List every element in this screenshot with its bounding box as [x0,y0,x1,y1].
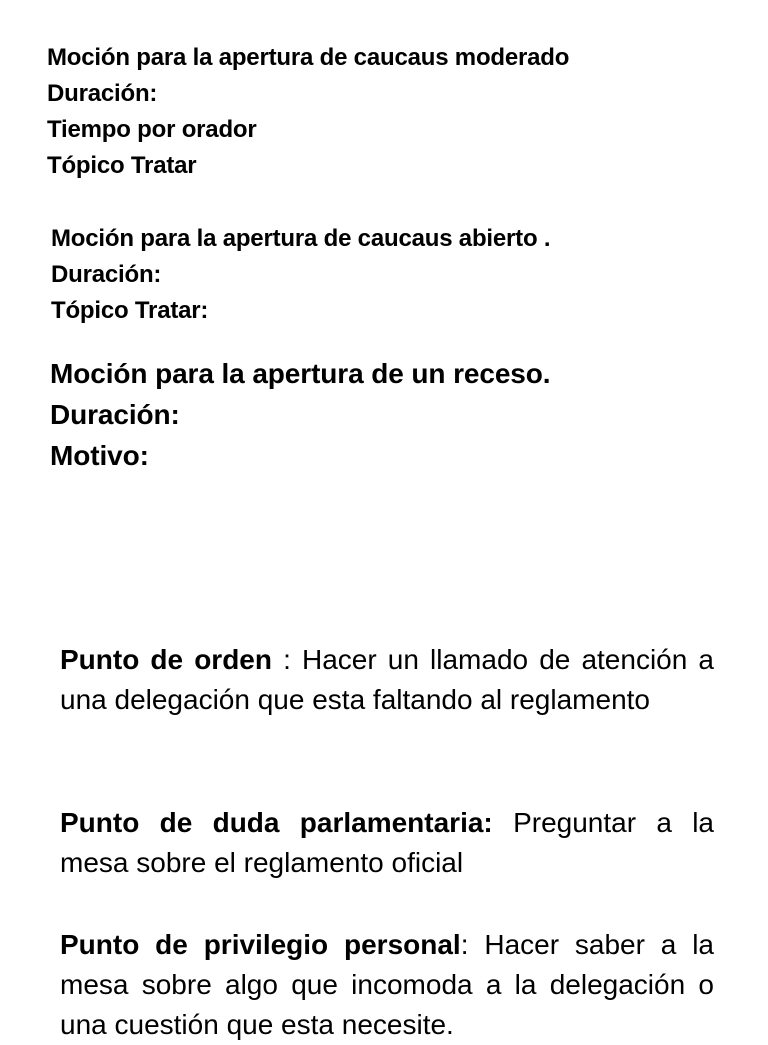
point-term: Punto de orden [60,644,272,675]
point-term: Punto de privilegio personal [60,929,461,960]
point-separator: : [271,644,302,675]
point-separator [493,807,513,838]
point-description: Preguntar a la mesa sobre el reglamento oficial [60,807,715,878]
motion-duration-label: Duración: [51,261,162,288]
motion-topic-label: Tópico Tratar: [51,297,209,324]
motion-recess [50,353,550,476]
motion-duration-label: Duración: [50,399,180,430]
motion-duration-label: Duración: [47,80,158,107]
motion-title: Moción para la apertura de caucaus moderado [47,44,570,71]
point-of-personal-privilege [60,925,714,1045]
motion-title: Moción para la apertura de caucaus abierto . [51,225,551,252]
motion-reason-label: Motivo: [50,440,149,471]
point-description: Hacer un llamado de atención a una delegación que esta faltando al reglamento [60,644,714,715]
motion-topic-label: Tópico Tratar [47,152,197,179]
point-separator: : [460,929,485,960]
point-of-order [60,640,714,720]
motion-speaker-time-label: Tiempo por orador [47,116,257,143]
point-of-parliamentary-inquiry [60,803,714,883]
motion-title: Moción para la apertura de un receso. [50,358,551,389]
motion-open-caucus [51,221,550,329]
motion-moderated-caucus [47,40,569,184]
point-term: Punto de duda parlamentaria: [60,807,493,838]
point-description: Hacer saber a la mesa sobre algo que incomoda a la delegación o una cuestión que esta necesite. [60,929,715,1040]
